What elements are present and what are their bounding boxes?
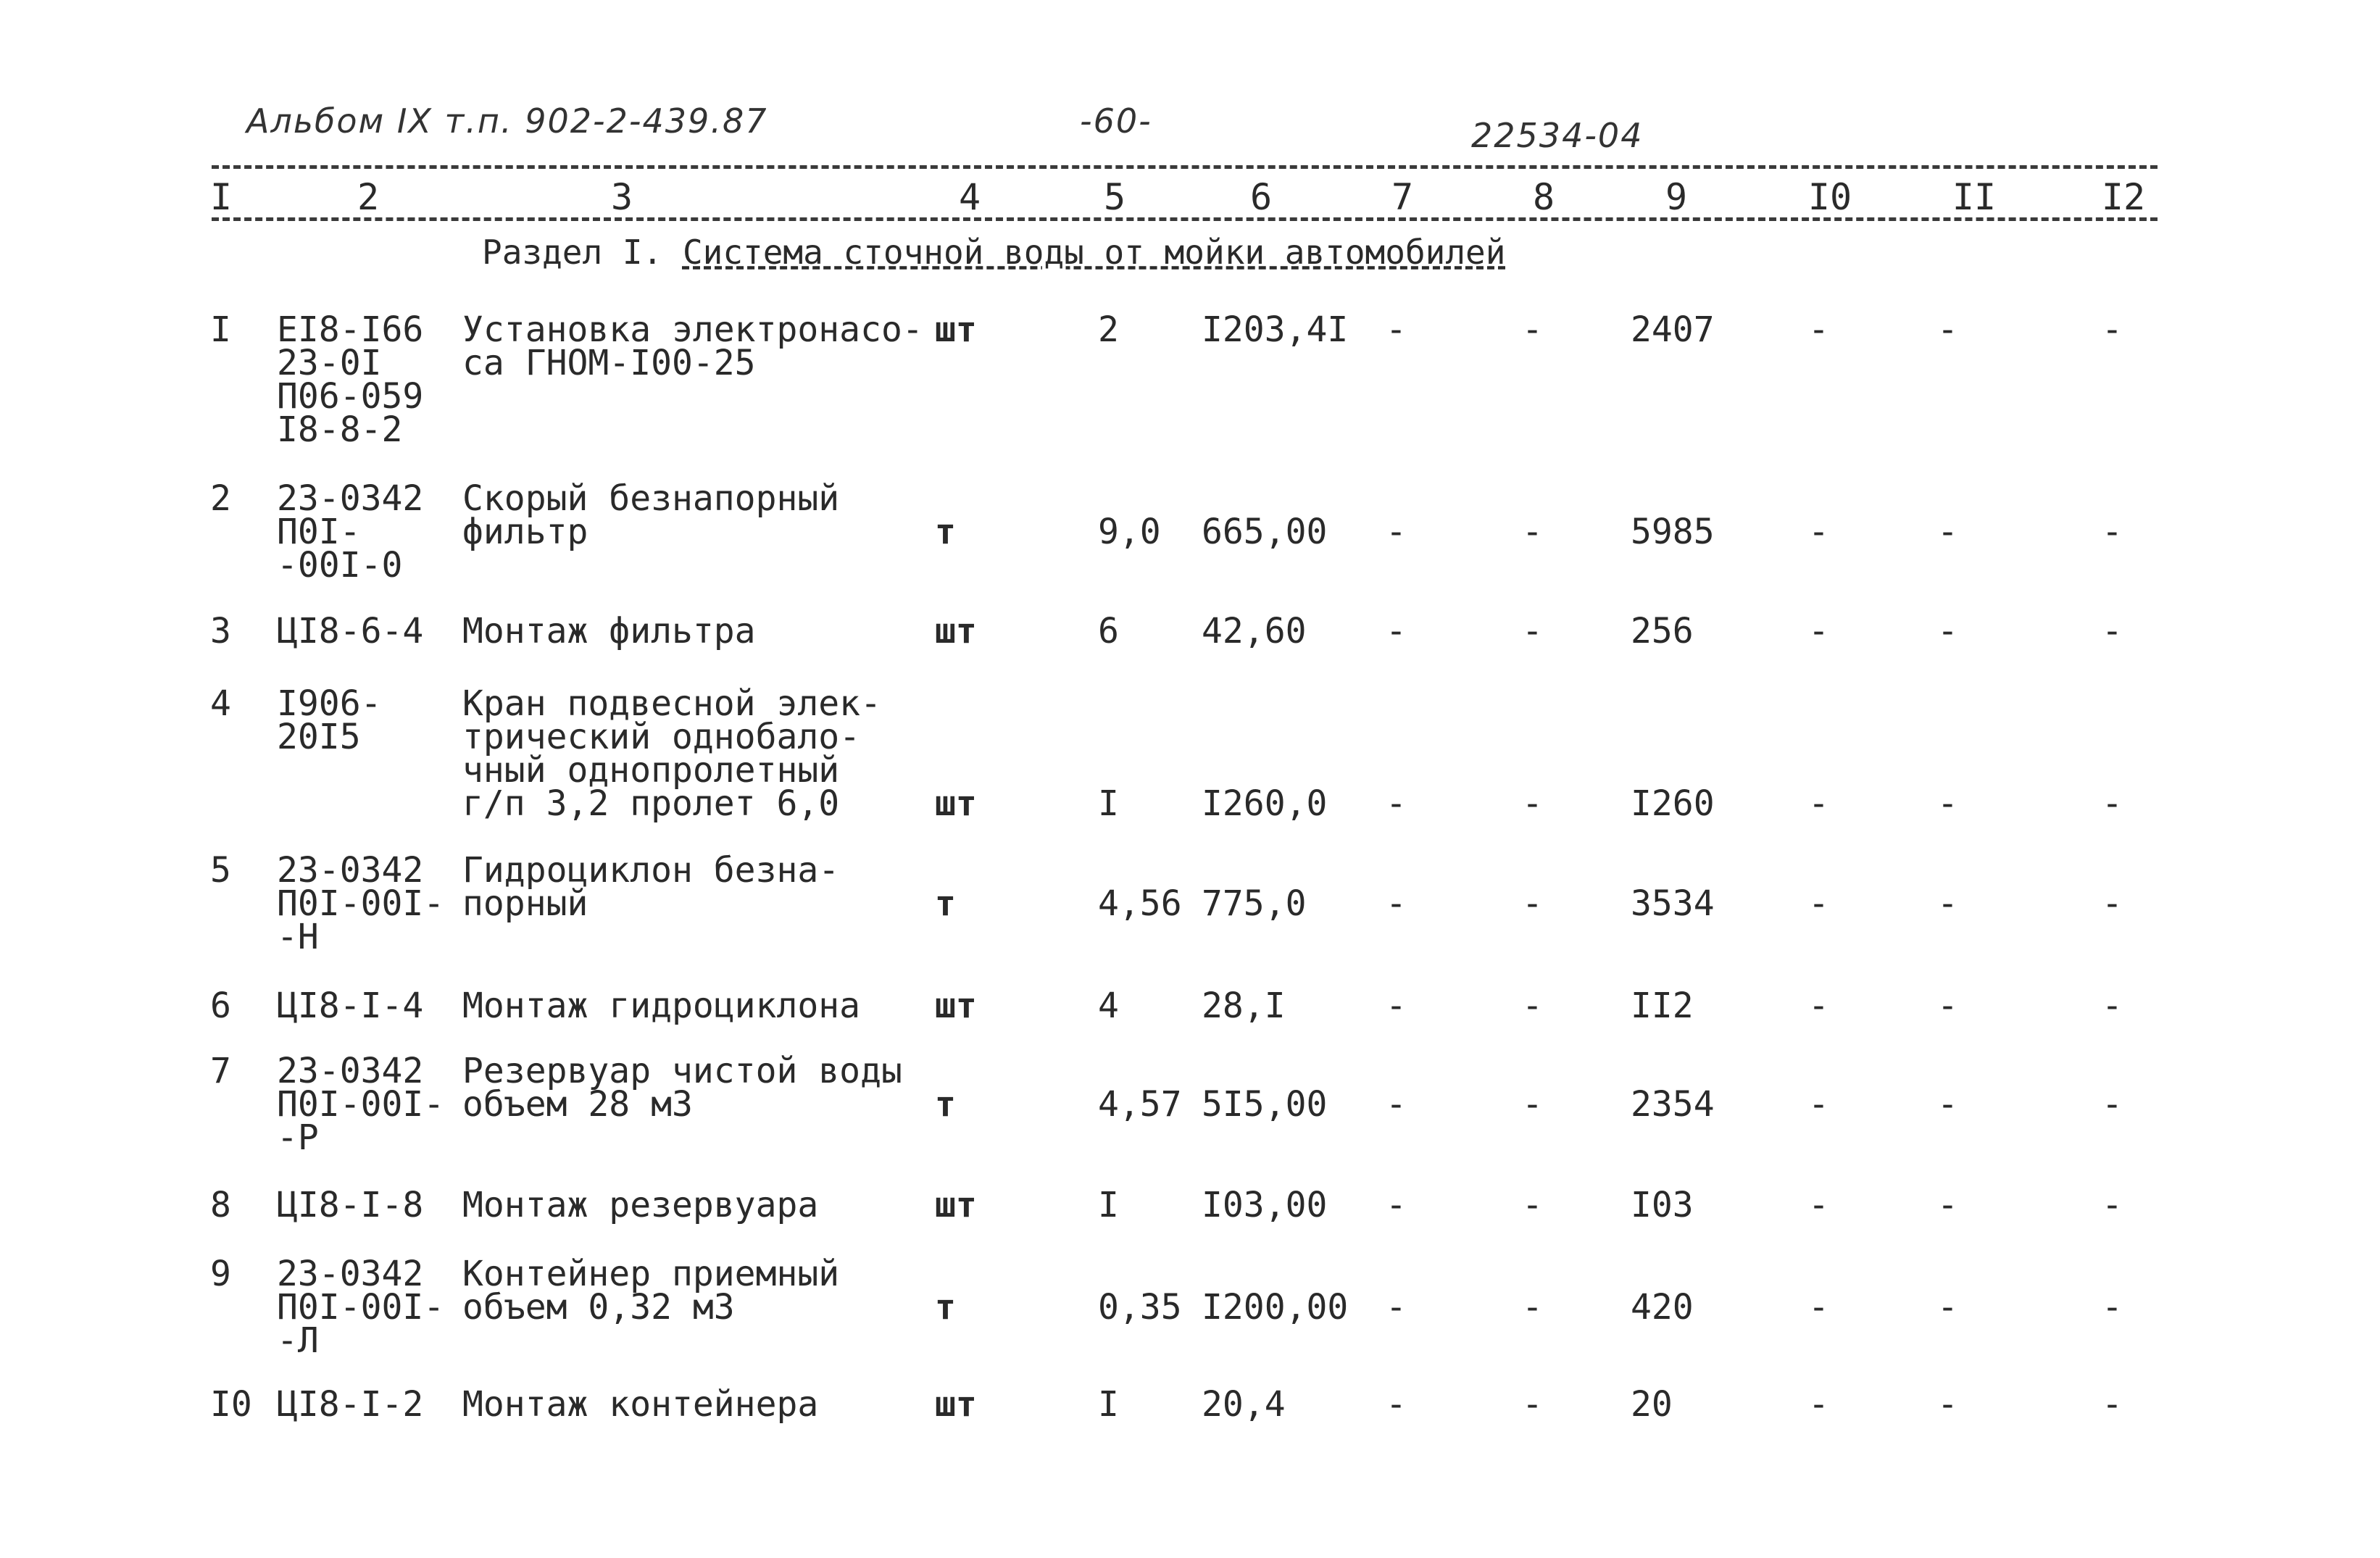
column-10-value: - [1808,512,1829,552]
column-10-value: - [1808,1287,1829,1328]
column-number: 4 [958,176,981,218]
price-code: 23-0342 П0I-00I- -Р [277,1051,445,1158]
total-cost: 5985 [1631,512,1715,552]
unit: т [935,883,956,924]
total-cost: 256 [1631,611,1694,651]
row-number: 5 [210,850,231,891]
column-7-value: - [1386,309,1407,350]
column-number: I0 [1807,176,1852,218]
unit-price: 775,0 [1202,883,1307,924]
work-name: Контейнер приемный объем 0,32 м3 [462,1254,840,1328]
price-code: ЦI8-I-8 [277,1185,424,1225]
column-10-value: - [1808,1185,1829,1225]
column-8-value: - [1522,1287,1543,1328]
page-number: -60- [1080,101,1152,141]
unit: т [935,1287,956,1328]
column-10-value: - [1808,986,1829,1026]
album-reference: Альбом IX т.п. 902-2-439.87 [246,101,768,141]
unit-price: 20,4 [1202,1384,1286,1425]
quantity: 6 [1098,611,1119,651]
unit: шт [935,611,977,651]
column-11-value: - [1937,1084,1958,1125]
unit: шт [935,1384,977,1425]
price-code: 23-0342 П0I- -00I-0 [277,478,424,586]
column-12-value: - [2102,1185,2123,1225]
total-cost: 2407 [1631,309,1715,350]
column-12-value: - [2102,883,2123,924]
row-number: 2 [210,478,231,519]
column-7-value: - [1386,883,1407,924]
price-code: ЦI8-6-4 [277,611,424,651]
column-7-value: - [1386,986,1407,1026]
work-name: Кран подвесной элек- трический однобало- чный однопролетный г/п 3,2 пролет 6,0 [462,683,881,824]
row-number: 8 [210,1185,231,1225]
section-heading [482,230,1505,274]
column-12-value: - [2102,309,2123,350]
column-7-value: - [1386,611,1407,651]
column-11-value: - [1937,611,1958,651]
column-11-value: - [1937,1185,1958,1225]
work-name: Монтаж гидроциклона [462,986,861,1026]
column-7-value: - [1386,1287,1407,1328]
quantity: I [1098,1384,1119,1425]
column-12-value: - [2102,611,2123,651]
column-11-value: - [1937,883,1958,924]
column-10-value: - [1808,783,1829,824]
column-12-value: - [2102,986,2123,1026]
column-8-value: - [1522,986,1543,1026]
unit-price: 5I5,00 [1202,1084,1328,1125]
column-8-value: - [1522,883,1543,924]
column-10-value: - [1808,309,1829,350]
total-cost: 2354 [1631,1084,1715,1125]
column-11-value: - [1937,1287,1958,1328]
header-rule-bottom [212,217,2158,221]
row-number: 9 [210,1254,231,1294]
work-name: Скорый безнапорный фильтр [462,478,840,552]
column-12-value: - [2102,1084,2123,1125]
quantity: 4,56 [1098,883,1182,924]
total-cost: 20 [1631,1384,1673,1425]
unit: т [935,512,956,552]
column-number: 6 [1249,176,1273,218]
column-number: I2 [2101,176,2146,218]
column-12-value: - [2102,512,2123,552]
row-number: 6 [210,986,231,1026]
unit-price: I03,00 [1202,1185,1328,1225]
row-number: 7 [210,1051,231,1091]
quantity: I [1098,1185,1119,1225]
column-8-value: - [1522,783,1543,824]
unit: шт [935,309,977,350]
unit-price: 665,00 [1202,512,1328,552]
column-8-value: - [1522,611,1543,651]
column-number: 9 [1665,176,1688,218]
document-code: 22534-04 [1471,116,1644,155]
unit-price: 28,I [1202,986,1286,1026]
unit: шт [935,783,977,824]
column-number: 5 [1103,176,1126,218]
unit: т [935,1084,956,1125]
header-rule-top [212,165,2158,169]
work-name: Монтаж контейнера [462,1384,819,1425]
column-12-value: - [2102,1384,2123,1425]
quantity: 4,57 [1098,1084,1182,1125]
column-10-value: - [1808,1384,1829,1425]
column-12-value: - [2102,783,2123,824]
quantity: I [1098,783,1119,824]
quantity: 4 [1098,986,1119,1026]
column-11-value: - [1937,309,1958,350]
column-11-value: - [1937,512,1958,552]
unit-price: 42,60 [1202,611,1307,651]
unit-price: I260,0 [1202,783,1328,824]
column-12-value: - [2102,1287,2123,1328]
column-number: 8 [1532,176,1555,218]
work-name: Гидроциклон безна- порный [462,850,840,924]
column-number: 2 [357,176,380,218]
total-cost: 3534 [1631,883,1715,924]
work-name: Монтаж фильтра [462,611,756,651]
work-name: Резервуар чистой воды объем 28 м3 [462,1051,902,1125]
column-8-value: - [1522,1384,1543,1425]
section-title: Система сточной воды от мойки автомобилей [682,233,1506,272]
price-code: ЦI8-I-2 [277,1384,424,1425]
column-10-value: - [1808,883,1829,924]
column-number: 3 [610,176,633,218]
column-7-value: - [1386,512,1407,552]
row-number: I [210,309,231,350]
quantity: 2 [1098,309,1119,350]
price-code: EI8-I66 23-0I П06-059 I8-8-2 [277,309,424,450]
row-number: I0 [210,1384,252,1425]
column-7-value: - [1386,1185,1407,1225]
work-name: Монтаж резервуара [462,1185,819,1225]
column-number-row [0,175,2380,219]
row-number: 4 [210,683,231,724]
column-number: II [1952,176,1997,218]
total-cost: I260 [1631,783,1715,824]
price-code: I906- 20I5 [277,683,382,757]
unit: шт [935,1185,977,1225]
unit: шт [935,986,977,1026]
unit-price: I200,00 [1202,1287,1349,1328]
row-number: 3 [210,611,231,651]
column-8-value: - [1522,512,1543,552]
total-cost: 420 [1631,1287,1694,1328]
column-8-value: - [1522,1084,1543,1125]
price-code: 23-0342 П0I-00I- -Н [277,850,445,957]
section-prefix: Раздел I. [482,233,663,272]
column-number: 7 [1391,176,1414,218]
price-code: 23-0342 П0I-00I- -Л [277,1254,445,1361]
unit-price: I203,4I [1202,309,1349,350]
column-8-value: - [1522,309,1543,350]
quantity: 0,35 [1098,1287,1182,1328]
quantity: 9,0 [1098,512,1161,552]
column-10-value: - [1808,611,1829,651]
column-10-value: - [1808,1084,1829,1125]
column-7-value: - [1386,1384,1407,1425]
total-cost: I03 [1631,1185,1694,1225]
total-cost: II2 [1631,986,1694,1026]
column-11-value: - [1937,783,1958,824]
work-name: Установка электронасо- са ГНОМ-I00-25 [462,309,923,383]
column-11-value: - [1937,986,1958,1026]
column-11-value: - [1937,1384,1958,1425]
column-number: I [209,176,233,218]
price-code: ЦI8-I-4 [277,986,424,1026]
column-8-value: - [1522,1185,1543,1225]
column-7-value: - [1386,783,1407,824]
column-7-value: - [1386,1084,1407,1125]
